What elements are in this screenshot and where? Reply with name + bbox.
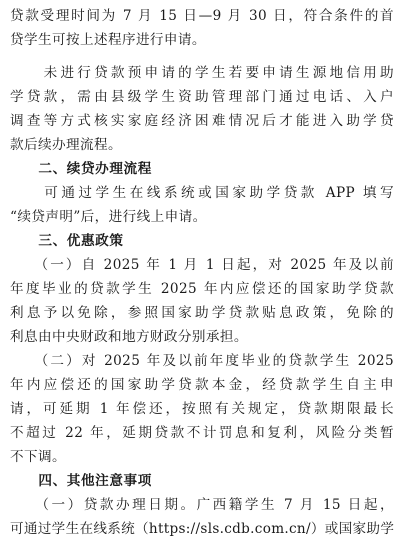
paragraph-line: 请，可延期 1 年偿还，按照有关规定，贷款期限最长 bbox=[10, 401, 394, 417]
paragraph-line: 利息予以免除，参照国家助学贷款贴息政策，免除的 bbox=[10, 305, 394, 321]
paragraph-line: 学贷款，需由县级学生资助管理部门通过电话、入户 bbox=[10, 89, 394, 105]
paragraph-line: 利息由中央财政和地方财政分别承担。 bbox=[10, 329, 248, 345]
section-heading: 三、优惠政策 bbox=[10, 233, 124, 249]
paragraph-line: 可通过学生在线系统或国家助学贷款 APP 填写 bbox=[10, 185, 394, 201]
paragraph-line: 贷学生可按上述程序进行申请。 bbox=[10, 32, 206, 48]
section-heading: 四、其他注意事项 bbox=[10, 473, 152, 489]
paragraph-line: （二）对 2025 年及以前年度毕业的贷款学生 2025 bbox=[10, 353, 394, 369]
paragraph-line: 款后续办理流程。 bbox=[10, 137, 122, 153]
paragraph-line: 不超过 22 年，延期贷款不计罚息和复利，风险分类暂 bbox=[10, 425, 394, 441]
paragraph-line: 未进行贷款预申请的学生若要申请生源地信用助 bbox=[10, 65, 394, 81]
paragraph-line: 年内应偿还的国家助学贷款本金，经贷款学生自主申 bbox=[10, 377, 394, 393]
paragraph-line: 不下调。 bbox=[10, 449, 66, 465]
paragraph-line: 可通过学生在线系统（https://sls.cdb.com.cn/）或国家助学 bbox=[10, 521, 395, 537]
paragraph-line: （一）自 2025 年 1 月 1 日起，对 2025 年及以前 bbox=[10, 257, 394, 273]
paragraph-line: （一）贷款办理日期。广西籍学生 7 月 15 日起， bbox=[10, 497, 394, 513]
paragraph-line: 贷款受理时间为 7 月 15 日—9 月 30 日，符合条件的首 bbox=[10, 8, 394, 24]
paragraph-line: “续贷声明”后，进行线上申请。 bbox=[10, 209, 207, 225]
paragraph-line: 年度毕业的贷款学生 2025 年内应偿还的国家助学贷款 bbox=[10, 281, 394, 297]
section-heading: 二、续贷办理流程 bbox=[10, 161, 152, 177]
paragraph-line: 调查等方式核实家庭经济困难情况后才能进入助学贷 bbox=[10, 113, 394, 129]
